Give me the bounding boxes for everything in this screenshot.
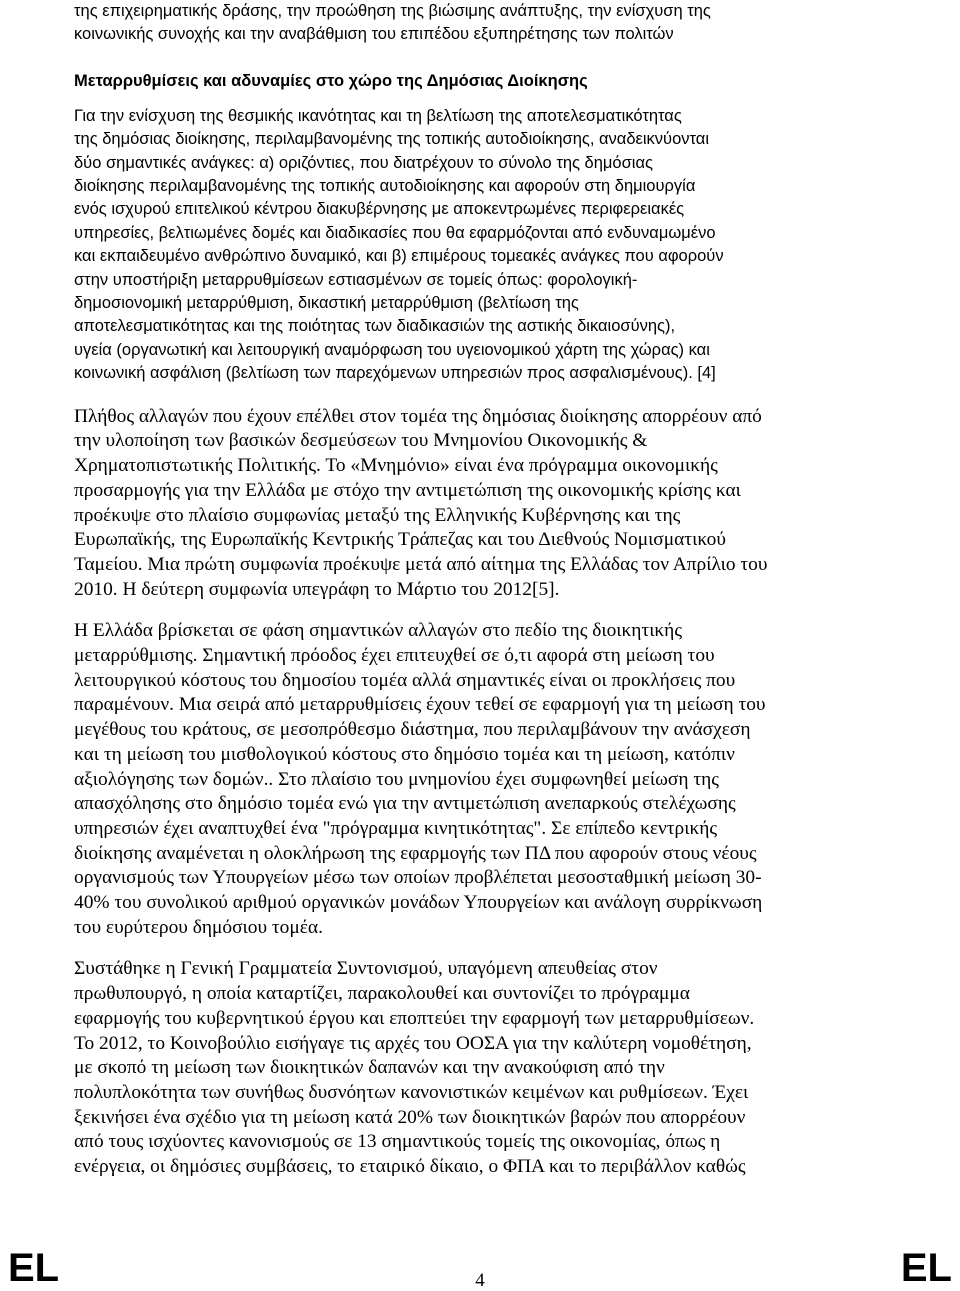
text-line: Συστάθηκε η Γενική Γραμματεία Συντονισμού, υπαγόμενη απευθείας στον: [74, 958, 658, 980]
text-line: Χρηματοπιστωτικής Πολιτικής. Το «Μνημόνιο» είναι ένα πρόγραμμα οικονομικής: [74, 455, 718, 477]
footer-language-label-right: EL: [900, 1246, 952, 1290]
paragraph-reforms-needs: [74, 105, 874, 386]
text-line: ενέργεια, οι δημόσιες συμβάσεις, το εταιρικό δίκαιο, ο ΦΠΑ και το περιβάλλον καθώς: [74, 1156, 746, 1178]
page-content: [74, 0, 874, 1180]
text-line: ενός ισχυρού επιτελικού κέντρου διακυβέρνησης με αποκεντρωμένες περιφερειακές: [74, 200, 685, 219]
text-line: υπηρεσίες, βελτιωμένες δομές και διαδικασίες που θα εφαρμόζονται από ενδυναμωμένο: [74, 223, 716, 242]
text-line: και εκπαιδευμένο ανθρώπινο δυναμικό, και β) επιμέρους τομεακές ανάγκες που αφορούν: [74, 247, 724, 266]
text-line: προσαρμογής για την Ελλάδα με στόχο την αντιμετώπιση της οικονομικής κρίσης και: [74, 479, 741, 501]
text-line: της δημόσιας διοίκησης, περιλαμβανομένης της τοπικής αυτοδιοίκησης, αναδεικνύονται: [74, 130, 709, 149]
paragraph-memorandum: [74, 405, 874, 603]
text-line: εφαρμογής του κυβερνητικού έργου και εποπτεύει την εφαρμογή των μεταρρυθμίσεων.: [74, 1007, 755, 1029]
text-line: μεταρρύθμισης. Σημαντική πρόοδος έχει επιτευχθεί σε ό,τι αφορά στη μείωση του: [74, 645, 715, 667]
paragraph-administrative-reform: [74, 619, 874, 940]
text-line: υπηρεσιών έχει αναπτυχθεί ένα "πρόγραμμα κινητικότητας". Σε επίπεδο κεντρικής: [74, 817, 718, 839]
text-line: λειτουργικού κόστους του δημοσίου τομέα αλλά σημαντικές είναι οι προκλήσεις που: [74, 669, 736, 691]
text-line: προέκυψε στο πλαίσιο συμφωνίας μεταξύ της Ελληνικής Κυβέρνησης και της: [74, 504, 681, 526]
text-line: διοίκησης περιλαμβανομένης της τοπικής αυτοδιοίκησης και αφορούν στη δημιουργία: [74, 177, 696, 196]
text-line: του ευρύτερου δημόσιου τομέα.: [74, 916, 323, 938]
text-line: 40% του συνολικού αριθμού οργανικών μονάδων Υπουργείων και ανάλογη συρρίκνωση: [74, 892, 763, 914]
text-line: αποτελεσματικότητας και της ποιότητας των διαδικασιών της αστικής δικαιοσύνης),: [74, 317, 676, 336]
intro-paragraph-continuation: [74, 0, 874, 47]
text-line: απασχόλησης στο δημόσιο τομέα ενώ για την αντιμετώπιση ανεπαρκούς στελέχωσης: [74, 793, 736, 815]
text-line: Ευρωπαϊκής, της Ευρωπαϊκής Κεντρικής Τράπεζας και του Διεθνούς Νομισματικού: [74, 529, 726, 551]
text-line: την υλοποίηση των βασικών δεσμεύσεων του Μνημονίου Οικονομικής &: [74, 430, 648, 452]
text-line: ξεκινήσει ένα σχέδιο για τη μείωση κατά 20% των διοικητικών βαρών που απορρέουν: [74, 1106, 746, 1128]
text-line: Για την ενίσχυση της θεσμικής ικανότητας και τη βελτίωση της αποτελεσματικότητας: [74, 106, 682, 125]
text-line: Πλήθος αλλαγών που έχουν επέλθει στον τομέα της δημόσιας διοίκησης απορρέουν από: [74, 405, 762, 427]
text-line: πολυπλοκότητα των συνήθως δυσνόητων κανονιστικών κειμένων και ρυθμίσεων. Έχει: [74, 1081, 749, 1103]
text-line: με σκοπό τη μείωση των διοικητικών δαπανών και την ανακούφιση από την: [74, 1057, 665, 1079]
text-line: από τους ισχύοντες κανονισμούς σε 13 σημαντικούς τομείς της οικονομίας, όπως η: [74, 1131, 721, 1153]
paragraph-coordination-secretariat: [74, 957, 874, 1179]
text-line: υγεία (οργανωτική και λειτουργική αναμόρφωση του υγειονομικού χάρτη της χώρας) και: [74, 340, 710, 359]
footer-language-label-left: EL: [8, 1246, 60, 1290]
text-line: αξιολόγησης των δομών.. Στο πλαίσιο του μνημονίου έχει συμφωνηθεί μείωση της: [74, 768, 719, 790]
text-line: πρωθυπουργό, η οποία καταρτίζει, παρακολουθεί και συντονίζει το πρόγραμμα: [74, 983, 690, 1005]
text-line: οργανισμούς των Υπουργείων μέσω των οποίων προβλέπεται μεσοσταθμική μείωση 30-: [74, 867, 762, 889]
text-line: στην υποστήριξη μεταρρυθμίσεων εστιασμένων σε τομείς όπως: φορολογική-: [74, 270, 638, 289]
text-line: δημοσιονομική μεταρρύθμιση, δικαστική μεταρρύθμιση (βελτίωση της: [74, 294, 579, 313]
page-number: 4: [475, 1270, 485, 1291]
text-line: Το 2012, το Κοινοβούλιο εισήγαγε τις αρχές του ΟΟΣΑ για την καλύτερη νομοθέτηση,: [74, 1032, 752, 1054]
text-line: διοίκησης αναμένεται η ολοκλήρωση της εφαρμογής των ΠΔ που αφορούν στους νέους: [74, 842, 757, 864]
text-line: παραμένουν. Μια σειρά από μεταρρυθμίσεις έχουν τεθεί σε εφαρμογή για τη μείωση του: [74, 694, 766, 716]
section-heading: Μεταρρυθμίσεις και αδυναμίες στο χώρο της Δημόσιας Διοίκησης: [74, 71, 588, 90]
text-line: Ταμείου. Μια πρώτη συμφωνία προέκυψε μετά από αίτημα της Ελλάδας τον Απρίλιο του: [74, 553, 768, 575]
text-line: της επιχειρηματικής δράσης, την προώθηση της βιώσιμης ανάπτυξης, την ενίσχυση της: [74, 2, 711, 20]
text-line: κοινωνική ασφάλιση (βελτίωση των παρεχόμενων υπηρεσιών προς ασφαλισμένους). [4]: [74, 364, 716, 383]
text-line: και τη μείωση του μισθολογικού κόστους στο δημόσιο τομέα και τη μείωση, κατόπιν: [74, 743, 735, 765]
text-line: μεγέθους του κράτους, σε μεσοπρόθεσμο διάστημα, που περιλαμβάνουν την ανάσχεση: [74, 719, 751, 741]
text-line: 2010. Η δεύτερη συμφωνία υπεγράφη το Μάρτιο του 2012[5].: [74, 578, 560, 600]
text-line: Η Ελλάδα βρίσκεται σε φάση σημαντικών αλλαγών στο πεδίο της διοικητικής: [74, 620, 683, 642]
text-line: κοινωνικής συνοχής και την αναβάθμιση του επιπέδου εξυπηρέτησης των πολιτών: [74, 25, 674, 44]
text-line: δύο σημαντικές ανάγκες: α) οριζόντιες, που διατρέχουν το σύνολο της δημόσιας: [74, 153, 653, 172]
